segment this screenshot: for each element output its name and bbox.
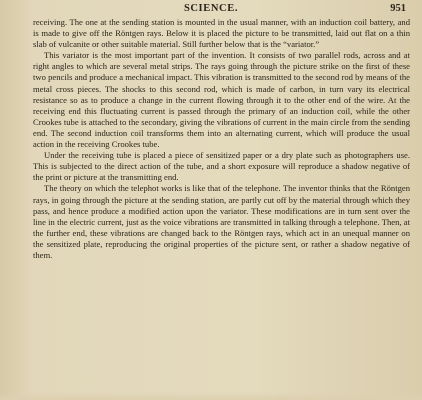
running-head: SCIENCE.	[183, 3, 239, 14]
paragraph: This variator is the most important part of the invention. It consists of two parallel rods, across and at right angles to which are several metal strips. The rays going through the picture strike on the first of these two pencils and produce a mechanical impact. This vibration is transmitted to the second rod by means of the metal cross pieces. The shocks to this second rod, which is made of carbon, in turn vary its electrical resistance so as to produce a change in the current flowing through it to the other end of the wire. At the receiving end this fluctuating current is passed through the primary of an induction coil, while the other Crookes tube is attached to the secondary, giving the vibrations of current in the main circle from the sending end. The second induction coil transforms them into an alternating current, which will produce the usual action in the receiving Crookes tube.	[33, 50, 410, 150]
page-number: 951	[390, 3, 406, 14]
paragraph: Under the receiving tube is placed a piece of sensitized paper or a dry plate such as photographers use. This is subjected to the direct action of the tube, and a short exposure will reproduce a shadow negative of the print or picture at the transmitting end.	[33, 150, 410, 183]
page-header	[0, 3, 422, 17]
paragraph: The theory on which the telephot works is like that of the telephone. The inventor thinks that the Röntgen rays, in going through the picture at the sending station, are partly cut off by the material through which they pass, and hence produce a modified action upon the variator. These modifications are in turn sent over the line in the electric current, just as the voice vibrations are transmitted in talking through a telephone. Then, at the further end, these vibrations are changed back to the Röntgen rays, which act in an unequal manner on the sensitized plate, reproducing the original properties of the picture sent, or rather a shadow negative of them.	[33, 183, 410, 260]
page-edge-shadow	[0, 392, 422, 400]
article-body	[33, 17, 410, 261]
paragraph: receiving. The one at the sending station is mounted in the usual manner, with an induction coil battery, and is made to give off the Röntgen rays. Below it is placed the picture to be transmitted, laid out flat on a thin slab of vulcanite or other suitable material. Still further below that is the “variator.”	[33, 17, 410, 50]
